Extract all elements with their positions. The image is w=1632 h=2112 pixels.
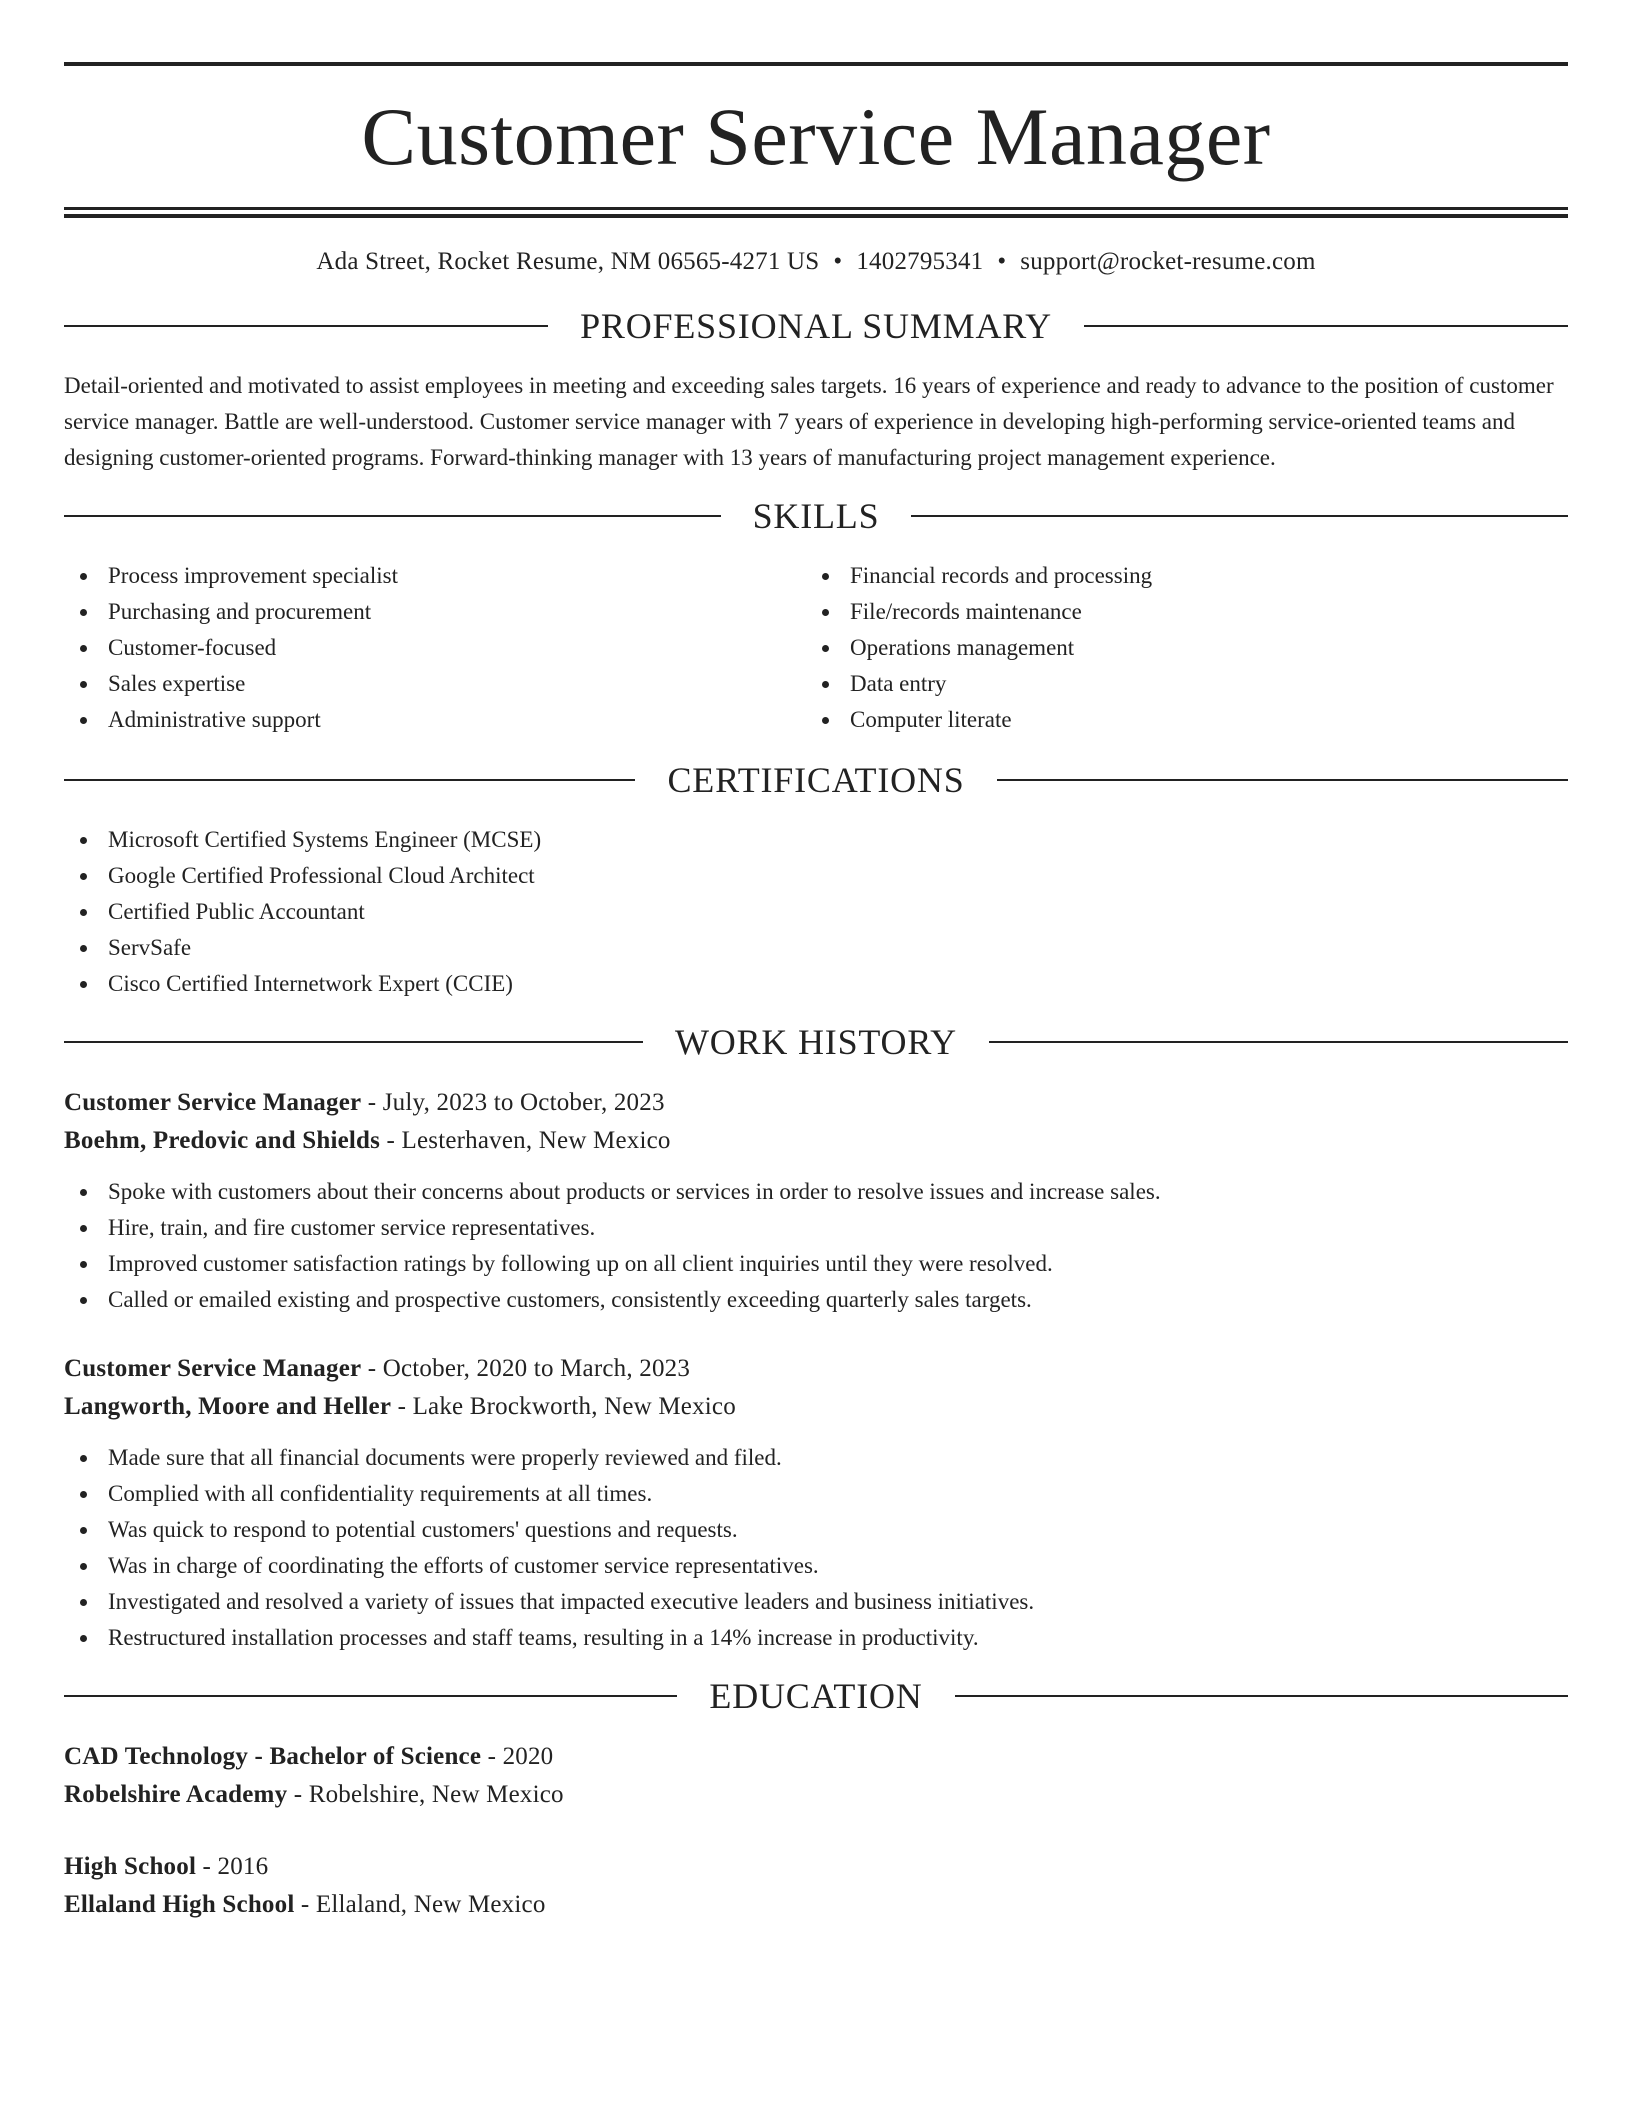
job-role-line	[64, 1084, 1568, 1122]
skill-item: Operations management	[806, 630, 1548, 666]
education-degree-line	[64, 1848, 1568, 1886]
skill-item: Computer literate	[806, 702, 1548, 738]
summary-text: Detail-oriented and motivated to assist employees in meeting and exceeding sales targets. 16 years of experience and ready to advance to the position of customer service manager. Battle are well-understood. Customer service manager with 7 years of experience in developing high-performing service-oriented teams and designing customer-oriented programs. Forward-thinking manager with 13 years of manufacturing project management experience.	[64, 373, 1554, 470]
job-bullet: Was in charge of coordinating the efforts of customer service representatives.	[64, 1548, 1568, 1584]
section-title-work: WORK HISTORY	[675, 1022, 957, 1062]
section-rule	[955, 1695, 1568, 1697]
education-school-line	[64, 1776, 1568, 1814]
job-company-line	[64, 1122, 1568, 1160]
skills-column-left	[64, 558, 806, 738]
job-bullet: Improved customer satisfaction ratings by following up on all client inquiries until they were resolved.	[64, 1246, 1568, 1282]
education-year: - 2016	[196, 1853, 269, 1880]
section-rule	[64, 1695, 677, 1697]
certification-item: Certified Public Accountant	[64, 894, 1568, 930]
skill-item: Administrative support	[64, 702, 806, 738]
job-location: - Lake Brockworth, New Mexico	[391, 1393, 736, 1420]
section-rule	[911, 515, 1568, 517]
skills-list	[64, 558, 1568, 738]
education-school-line	[64, 1886, 1568, 1924]
skill-item: Sales expertise	[64, 666, 806, 702]
section-rule	[64, 1041, 643, 1043]
education-location: - Robelshire, New Mexico	[287, 1781, 564, 1808]
section-header-education	[64, 1678, 1568, 1714]
certification-item: Google Certified Professional Cloud Architect	[64, 858, 1568, 894]
job-bullet: Complied with all confidentiality requirements at all times.	[64, 1476, 1568, 1512]
section-rule	[64, 325, 548, 327]
certification-item: Microsoft Certified Systems Engineer (MCSE)	[64, 822, 1568, 858]
contact-separator: •	[833, 248, 843, 275]
section-rule	[64, 779, 635, 781]
section-header-skills	[64, 498, 1568, 534]
skill-item: Purchasing and procurement	[64, 594, 806, 630]
job-role-line	[64, 1350, 1568, 1388]
skill-item: Data entry	[806, 666, 1548, 702]
job-bullets	[64, 1440, 1568, 1656]
job-role: Customer Service Manager	[64, 1089, 362, 1116]
job-company: Langworth, Moore and Heller	[64, 1393, 392, 1420]
job-role: Customer Service Manager	[64, 1355, 362, 1382]
job-bullet: Investigated and resolved a variety of issues that impacted executive leaders and business initiatives.	[64, 1584, 1568, 1620]
contact-line	[64, 248, 1568, 276]
section-header-summary	[64, 308, 1568, 344]
education-entry	[64, 1738, 1568, 1814]
job-bullet: Was quick to respond to potential customers' questions and requests.	[64, 1512, 1568, 1548]
job-bullet: Called or emailed existing and prospective customers, consistently exceeding quarterly sales targets.	[64, 1282, 1568, 1318]
education-degree: High School	[64, 1853, 197, 1880]
section-rule	[1084, 325, 1568, 327]
education-entry	[64, 1848, 1568, 1924]
top-rule	[64, 62, 1568, 66]
job-bullet: Hire, train, and fire customer service representatives.	[64, 1210, 1568, 1246]
education-degree-line	[64, 1738, 1568, 1776]
job-dates: - October, 2020 to March, 2023	[361, 1355, 691, 1382]
education-school: Ellaland High School	[64, 1891, 295, 1918]
education-location: - Ellaland, New Mexico	[294, 1891, 546, 1918]
section-title-summary: PROFESSIONAL SUMMARY	[580, 306, 1052, 346]
certification-item: ServSafe	[64, 930, 1568, 966]
section-title-certifications: CERTIFICATIONS	[667, 760, 965, 800]
skill-item: Financial records and processing	[806, 558, 1548, 594]
section-title-skills: SKILLS	[752, 496, 880, 536]
certifications-list	[64, 822, 1568, 1002]
title-double-rule	[64, 207, 1568, 218]
skill-item: Process improvement specialist	[64, 558, 806, 594]
section-title-education: EDUCATION	[709, 1676, 923, 1716]
job-entry	[64, 1350, 1568, 1656]
section-rule	[989, 1041, 1568, 1043]
job-bullet: Restructured installation processes and staff teams, resulting in a 14% increase in productivity.	[64, 1620, 1568, 1656]
contact-email[interactable]: support@rocket-resume.com	[1020, 248, 1316, 275]
section-rule	[997, 779, 1568, 781]
skill-item: Customer-focused	[64, 630, 806, 666]
job-location: - Lesterhaven, New Mexico	[380, 1127, 671, 1154]
contact-phone: 1402795341	[856, 248, 984, 275]
job-bullets	[64, 1174, 1568, 1318]
job-company-line	[64, 1388, 1568, 1426]
job-company: Boehm, Predovic and Shields	[64, 1127, 381, 1154]
job-bullet: Made sure that all financial documents were properly reviewed and filed.	[64, 1440, 1568, 1476]
skill-item: File/records maintenance	[806, 594, 1548, 630]
section-header-certifications	[64, 762, 1568, 798]
job-entry	[64, 1084, 1568, 1318]
section-header-work	[64, 1024, 1568, 1060]
section-rule	[64, 515, 721, 517]
resume-title: Customer Service Manager	[361, 91, 1271, 182]
education-degree: CAD Technology - Bachelor of Science	[64, 1743, 482, 1770]
education-school: Robelshire Academy	[64, 1781, 288, 1808]
contact-address: Ada Street, Rocket Resume, NM 06565-4271 US	[316, 248, 820, 275]
skills-column-right	[806, 558, 1548, 738]
certification-item: Cisco Certified Internetwork Expert (CCIE)	[64, 966, 1568, 1002]
job-bullet: Spoke with customers about their concerns about products or services in order to resolve issues and increase sales.	[64, 1174, 1568, 1210]
job-dates: - July, 2023 to October, 2023	[361, 1089, 665, 1116]
contact-separator: •	[997, 248, 1007, 275]
education-year: - 2020	[481, 1743, 554, 1770]
